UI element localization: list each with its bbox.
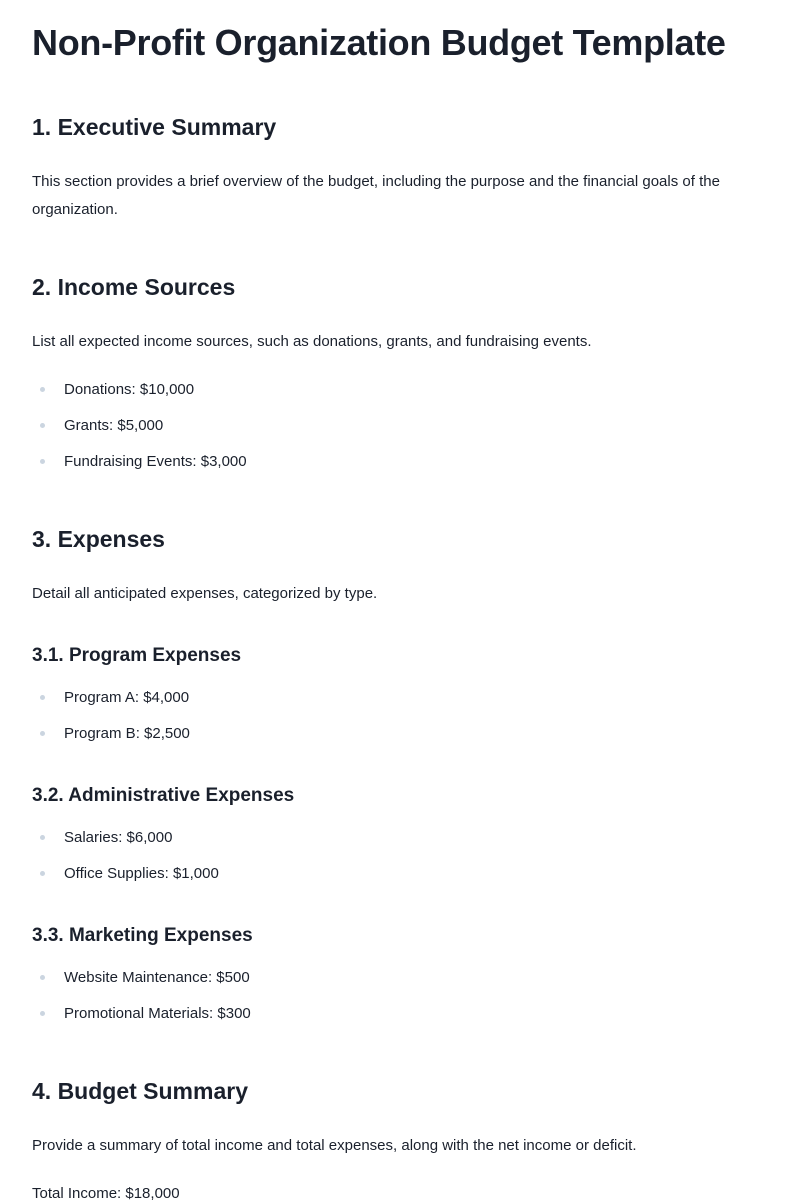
list-item-text: Promotional Materials: $300 xyxy=(64,1005,251,1022)
bullet-icon xyxy=(40,695,45,700)
list-item-text: Fundraising Events: $3,000 xyxy=(64,453,247,470)
list-item-text: Grants: $5,000 xyxy=(64,417,164,434)
list-item-text: Program A: $4,000 xyxy=(64,689,190,706)
list-item-text: Salaries: $6,000 xyxy=(64,829,173,846)
list-item xyxy=(32,820,219,856)
list-item xyxy=(32,444,247,480)
expenses-text: Detail all anticipated expenses, categorized by type. xyxy=(32,585,378,602)
list-item-text: Donations: $10,000 xyxy=(64,381,195,398)
list-item xyxy=(32,680,190,716)
budget-summary-text: Provide a summary of total income and total expenses, along with the net income or deficit. xyxy=(32,1137,637,1154)
list-item-text: Program B: $2,500 xyxy=(64,725,190,742)
subsection-heading-program-expenses: 3.1. Program Expenses xyxy=(32,645,242,666)
list-item-text: Website Maintenance: $500 xyxy=(64,969,250,986)
list-item xyxy=(32,996,251,1032)
section-heading-budget-summary: 4. Budget Summary xyxy=(32,1078,248,1104)
list-item xyxy=(32,372,247,408)
list-item-text: Office Supplies: $1,000 xyxy=(64,865,219,882)
section-heading-expenses: 3. Expenses xyxy=(32,526,165,552)
bullet-icon xyxy=(40,423,45,428)
executive-summary-text: This section provides a brief overview of the budget, including the purpose and the financial goals of the organization. xyxy=(32,173,720,218)
income-sources-text: List all expected income sources, such as donations, grants, and fundraising events. xyxy=(32,333,592,350)
list-item xyxy=(32,960,251,996)
subsection-heading-marketing-expenses: 3.3. Marketing Expenses xyxy=(32,925,253,946)
program-expenses-list xyxy=(32,680,190,752)
bullet-icon xyxy=(40,835,45,840)
total-income-text: Total Income: $18,000 xyxy=(32,1185,180,1200)
page-title: Non-Profit Organization Budget Template xyxy=(32,22,726,63)
marketing-expenses-list xyxy=(32,960,251,1032)
administrative-expenses-list xyxy=(32,820,219,892)
list-item xyxy=(32,716,190,752)
bullet-icon xyxy=(40,1011,45,1016)
bullet-icon xyxy=(40,975,45,980)
list-item xyxy=(32,408,247,444)
subsection-heading-administrative-expenses: 3.2. Administrative Expenses xyxy=(32,785,295,806)
income-sources-list xyxy=(32,372,247,480)
bullet-icon xyxy=(40,871,45,876)
bullet-icon xyxy=(40,387,45,392)
section-heading-income-sources: 2. Income Sources xyxy=(32,274,236,300)
bullet-icon xyxy=(40,731,45,736)
section-heading-executive-summary: 1. Executive Summary xyxy=(32,114,277,140)
bullet-icon xyxy=(40,459,45,464)
list-item xyxy=(32,856,219,892)
